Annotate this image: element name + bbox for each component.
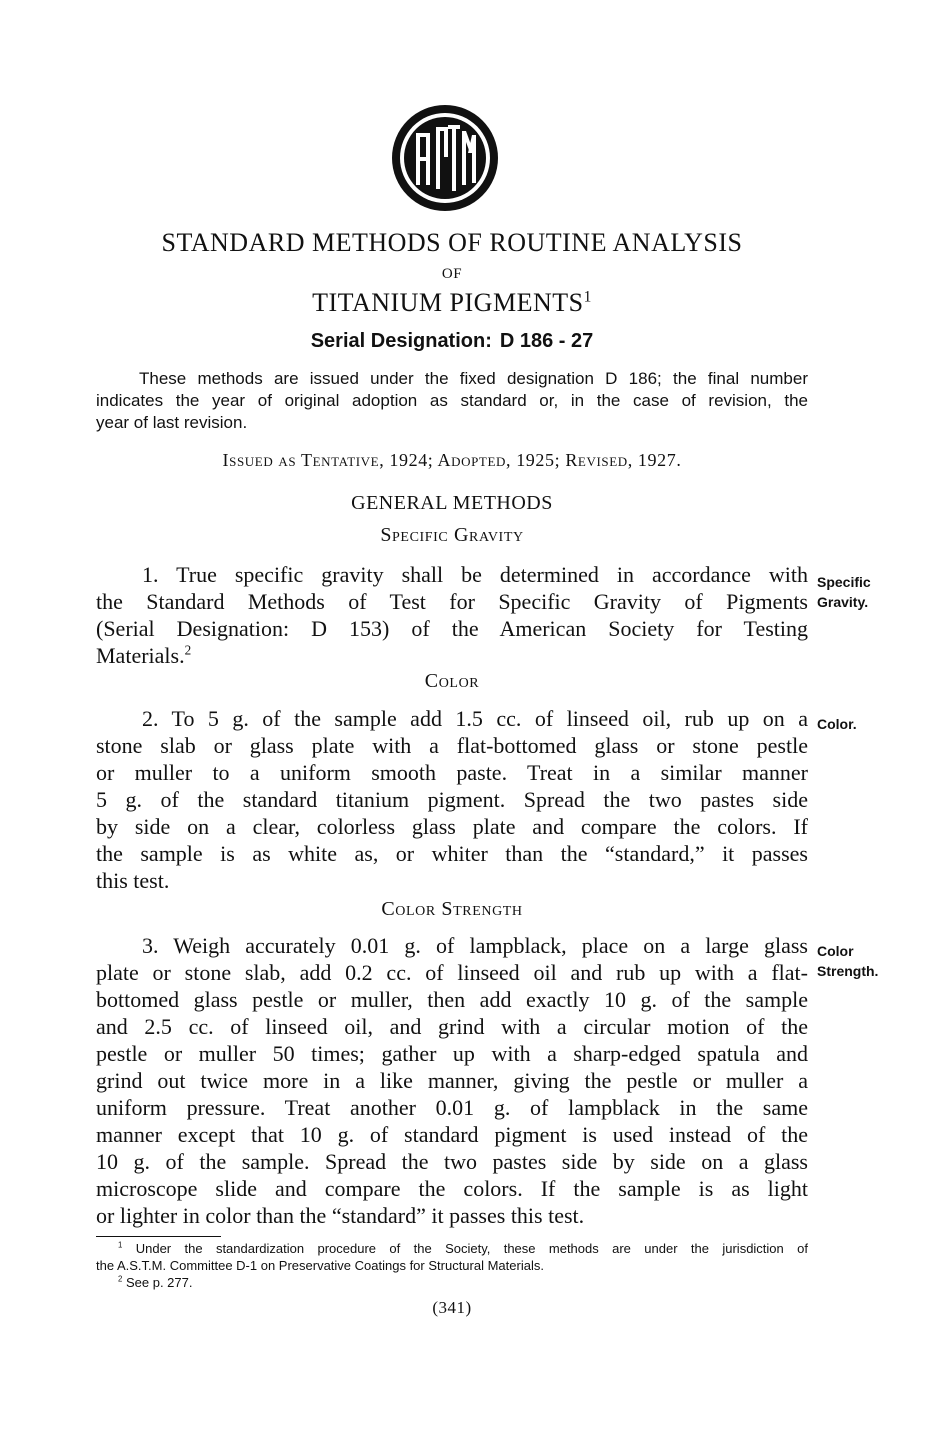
issued-revised: Revised, 1927.	[565, 450, 682, 470]
margin-note-line: Gravity.	[817, 594, 869, 610]
heading-general-methods: GENERAL METHODS	[351, 492, 553, 514]
footnote-text: See p. 277.	[125, 1275, 193, 1290]
text-line: 5 g. of the standard titanium pigment. Spread the two pastes side	[96, 787, 808, 812]
text-line: uniform pressure. Treat another 0.01 g. of lampblack in the same	[96, 1095, 808, 1120]
footnote-mark: 2	[118, 1274, 123, 1284]
title-text: TITANIUM PIGMENTS	[312, 288, 584, 317]
margin-note-line: Strength.	[817, 963, 879, 979]
serial-value: D 186 - 27	[499, 330, 594, 352]
text-line: microscope slide and compare the colors. If the sample is as light	[96, 1176, 808, 1201]
issued-tentative: Tentative, 1924;	[301, 450, 434, 470]
document-title-line1: STANDARD METHODS OF ROUTINE ANALYSIS	[161, 228, 743, 257]
margin-note-color-strength	[817, 941, 878, 981]
margin-note-color	[817, 714, 857, 734]
text-line: by side on a clear, colorless glass plate and compare the colors. If	[96, 814, 808, 839]
issued-adopted: Adopted, 1925;	[437, 450, 561, 470]
text-line: 1. True specific gravity shall be determined in accordance with	[142, 562, 808, 587]
text-line: the Standard Methods of Test for Specific Gravity of Pigments	[96, 589, 808, 614]
text-line: bottomed glass pestle or muller, then add exactly 10 g. of the sample	[96, 987, 808, 1012]
issued-line	[96, 450, 808, 471]
paragraph-color-strength	[96, 932, 808, 1229]
text-line: or muller to a uniform smooth paste. Treat in a similar manner	[96, 760, 808, 785]
footnotes	[96, 1240, 808, 1291]
text-line: grind out twice more in a like manner, giving the pestle or muller a	[96, 1068, 808, 1093]
text-line	[96, 642, 808, 669]
heading-color: Color	[424, 670, 480, 692]
text-line: or lighter in color than the “standard” it passes this test.	[96, 1203, 585, 1228]
paragraph-color	[96, 705, 808, 894]
intro-line: indicates the year of original adoption as standard or, in the case of revision, the	[96, 391, 808, 410]
margin-note-line: Color	[817, 943, 854, 959]
text-line-content: Materials.	[96, 643, 185, 668]
footnote-ref: 2	[184, 642, 192, 658]
intro-line: These methods are issued under the fixed designation D 186; the final number	[139, 369, 808, 388]
text-line: 10 g. of the sample. Spread the two pastes side by side on a glass	[96, 1149, 808, 1174]
document-title-line3	[96, 288, 808, 318]
margin-note-line: Color.	[817, 716, 857, 732]
footnote-1	[96, 1240, 808, 1257]
heading-color-strength: Color Strength	[381, 898, 523, 920]
page-number: (341)	[432, 1298, 472, 1317]
text-line: 3. Weigh accurately 0.01 g. of lampblack, place on a large glass	[142, 933, 808, 958]
text-line: 2. To 5 g. of the sample add 1.5 cc. of linseed oil, rub up on a	[142, 706, 808, 731]
text-line: and 2.5 cc. of linseed oil, and grind with a circular motion of the	[96, 1014, 808, 1039]
footnote-1-continued: the A.S.T.M. Committee D-1 on Preservative Coatings for Structural Materials.	[96, 1258, 544, 1273]
footnote-mark: 1	[118, 1240, 123, 1250]
footnote-2	[96, 1274, 808, 1291]
text-line: this test.	[96, 868, 170, 893]
document-title-line2: OF	[441, 266, 463, 282]
text-line: stone slab or glass plate with a flat-bottomed glass or stone pestle	[96, 733, 808, 758]
intro-paragraph	[96, 368, 808, 434]
margin-note-specific-gravity	[817, 572, 871, 612]
issued-as: Issued as	[222, 450, 297, 470]
text-line: (Serial Designation: D 153) of the American Society for Testing	[96, 616, 808, 641]
footnote-divider	[96, 1236, 221, 1237]
footnote-text: Under the standardization procedure of the Society, these methods are under the jurisdiction of	[135, 1241, 808, 1256]
text-line: manner except that 10 g. of standard pigment is used instead of the	[96, 1122, 808, 1147]
heading-specific-gravity: Specific Gravity	[380, 524, 524, 546]
text-line: the sample is as white as, or whiter than the “standard,” it passes	[96, 841, 808, 866]
paragraph-specific-gravity	[96, 561, 808, 669]
serial-designation	[96, 330, 808, 353]
footnote-ref: 1	[583, 288, 592, 306]
intro-line: year of last revision.	[96, 413, 248, 432]
text-line: pestle or muller 50 times; gather up with a sharp-edged spatula and	[96, 1041, 808, 1066]
astm-logo	[390, 103, 500, 213]
margin-note-line: Specific	[817, 574, 871, 590]
serial-label: Serial Designation:	[310, 330, 492, 352]
text-line: plate or stone slab, add 0.2 cc. of linseed oil and rub up with a flat-	[96, 960, 808, 985]
